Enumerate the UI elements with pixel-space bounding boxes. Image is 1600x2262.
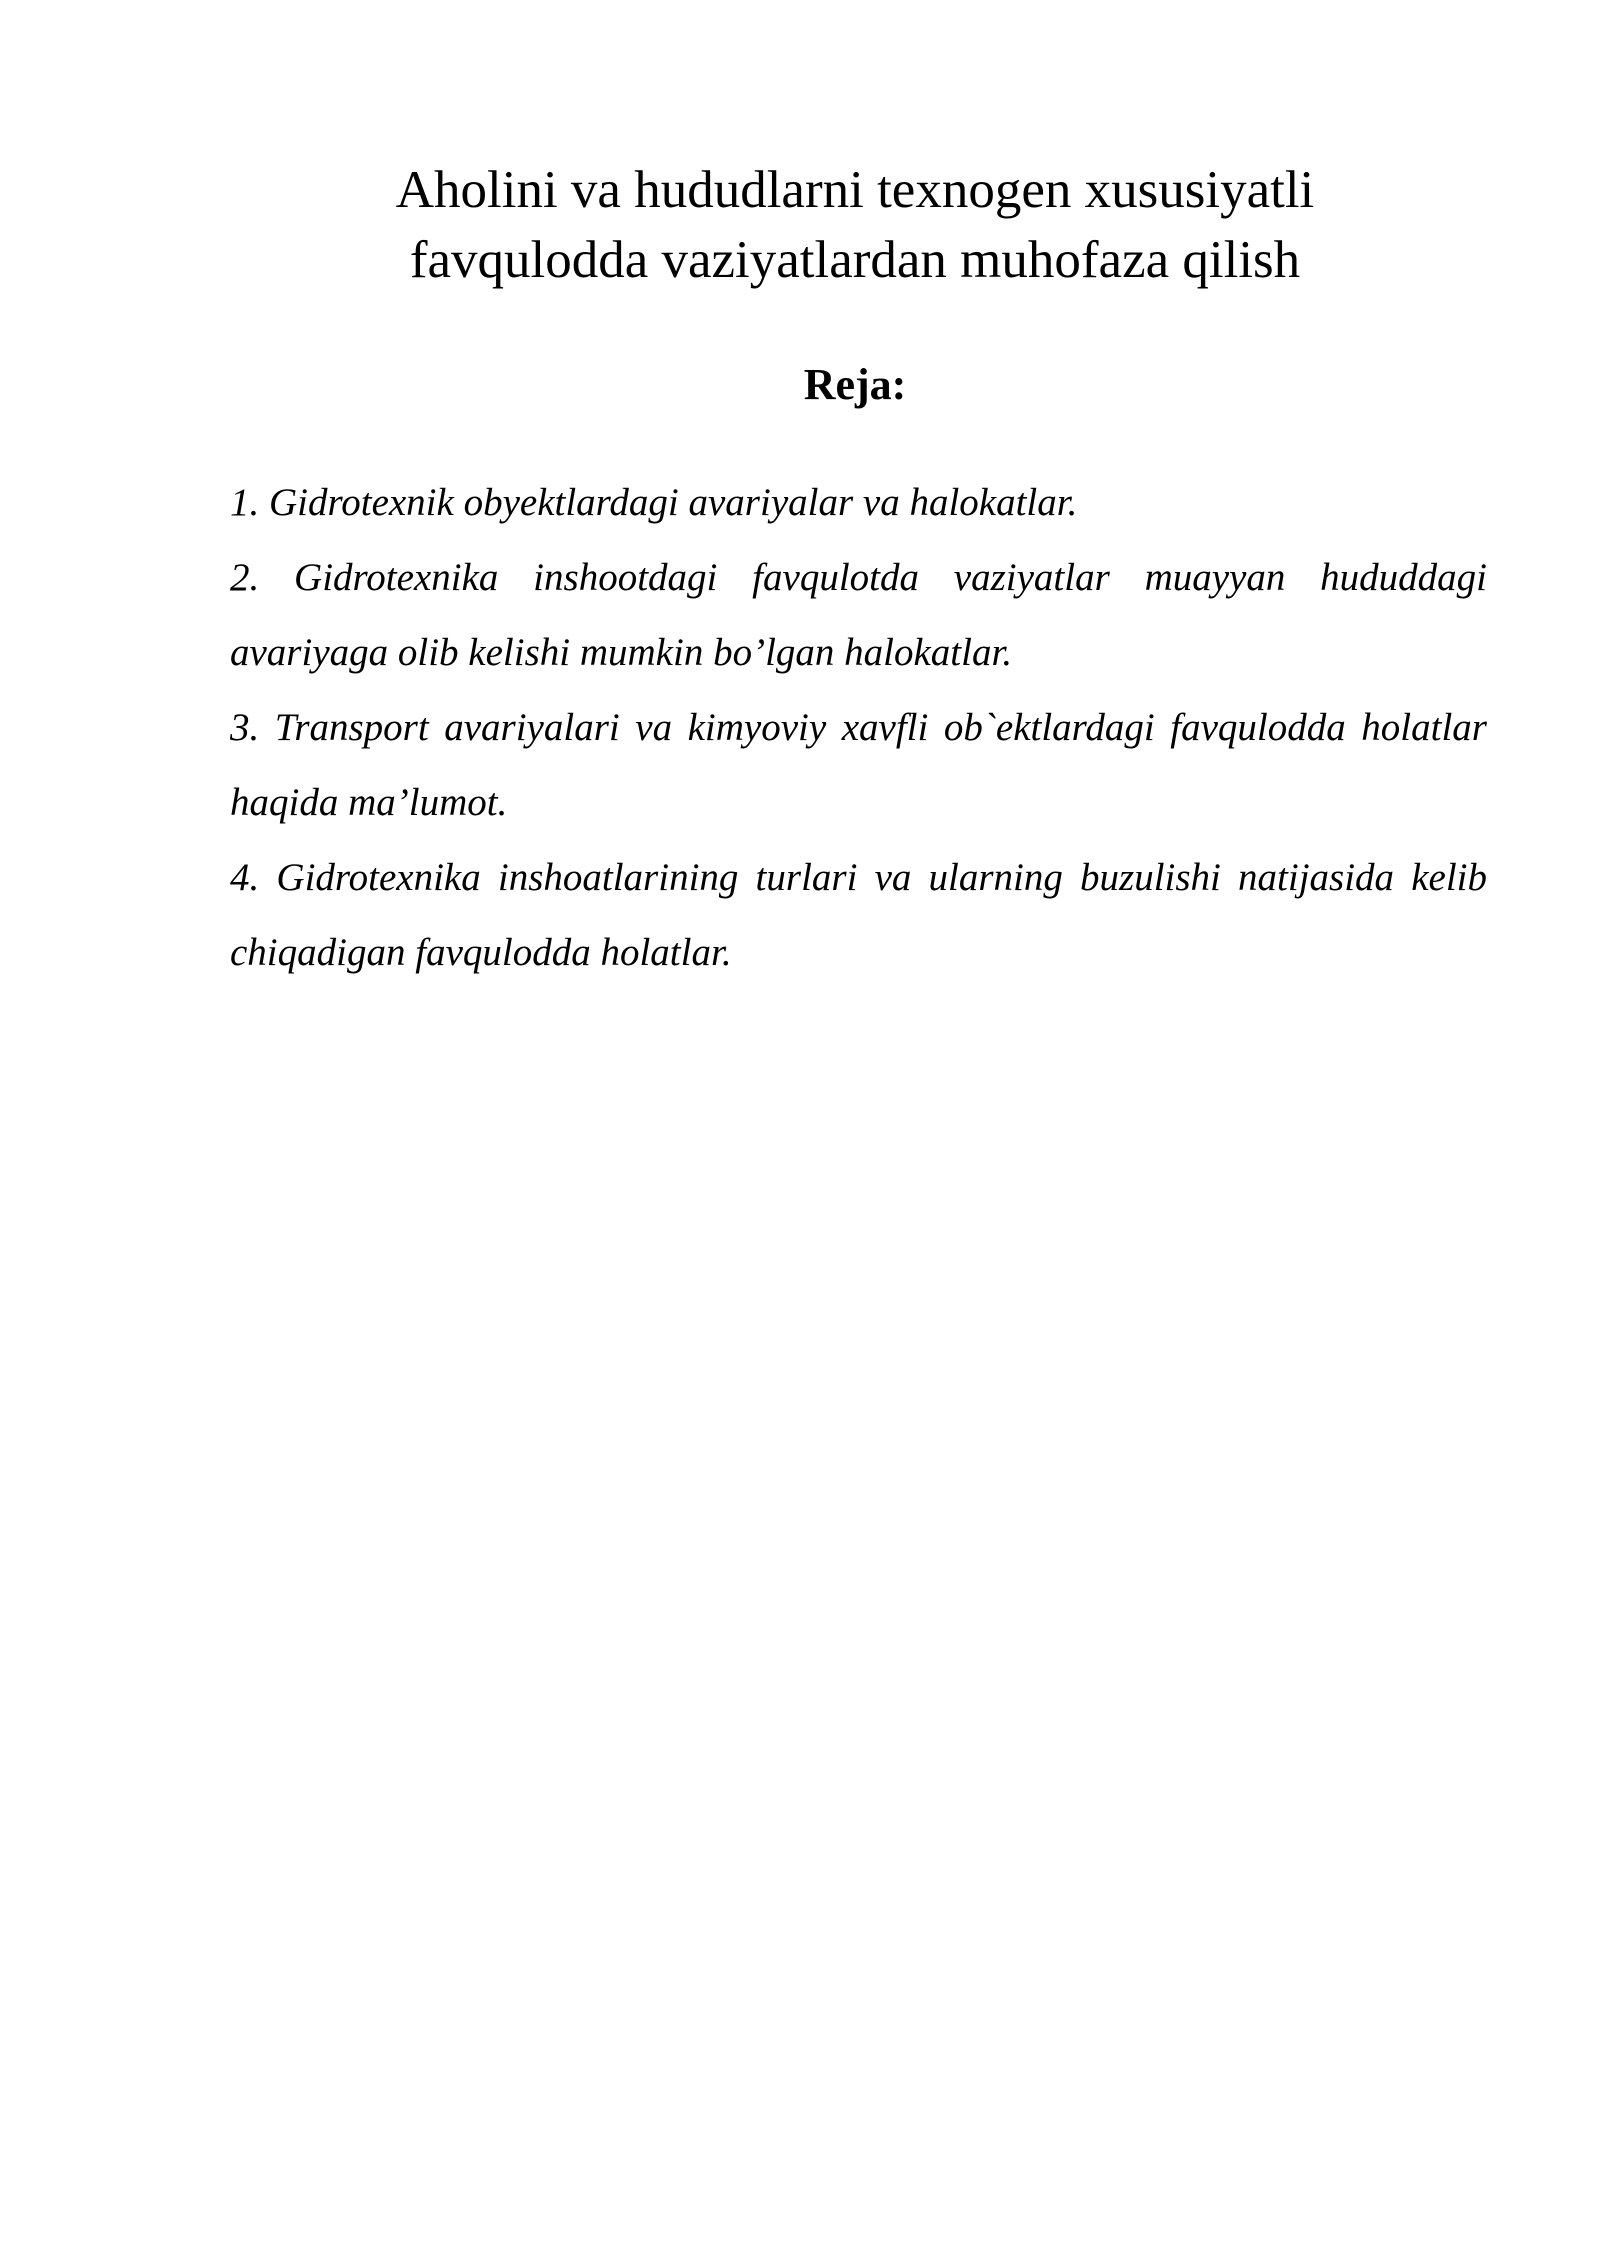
document-title <box>230 155 1480 295</box>
plan-item-2: 2. Gidrotexnika inshootdagi favqulotda vaziyatlar muayyan hududdagi avariyaga olib kelishi mumkin bo’lgan halokatlar. <box>230 556 1487 674</box>
title-line-1: Aholini va hududlarni texnogen xususiyatli <box>395 161 1315 219</box>
plan-item-1: 1. Gidrotexnik obyektlardagi avariyalar va halokatlar. <box>230 481 1078 524</box>
plan-heading: Reja: <box>803 360 907 409</box>
title-line-2: favqulodda vaziyatlardan muhofaza qilish <box>409 231 1301 289</box>
plan-list <box>230 465 1487 990</box>
plan-item-4: 4. Gidrotexnika inshoatlarining turlari va ularning buzulishi natijasida kelib chiqadigan favqulodda holatlar. <box>230 856 1487 974</box>
plan-item-3: 3. Transport avariyalari va kimyoviy xavfli ob`ektlardagi favqulodda holatlar haqida ma’lumot. <box>230 706 1487 824</box>
